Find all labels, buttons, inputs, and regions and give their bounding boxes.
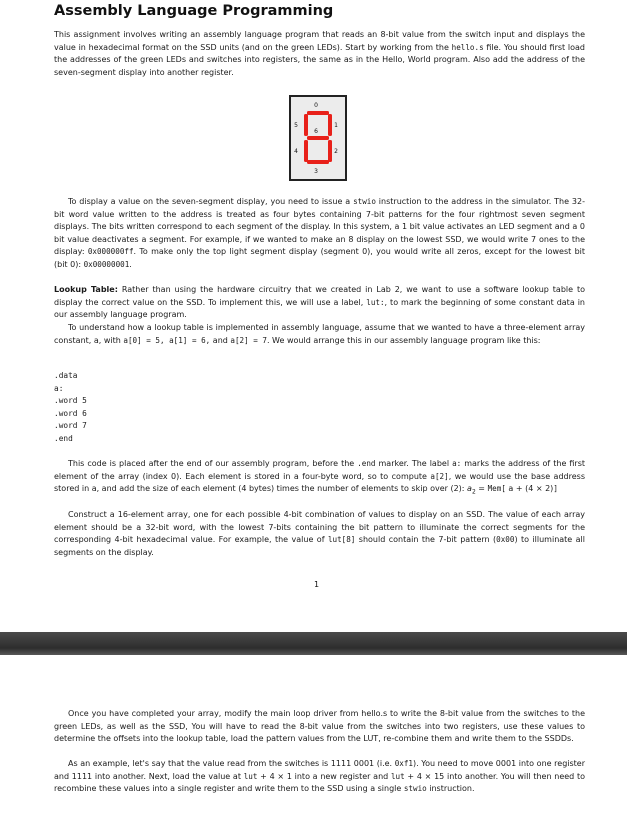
code-line: .word 5 [54,396,87,406]
text-run: instruction to the address in the simulator. The 32-bit word value written to the address is treated as four bytes containing 7-bit patterns for the four rightmost seven segment displays. The bits written correspond to each segment of the display. In this system, a 1 bit value activates an LED segment and a 0 bit value deactivates a segment. For example, if we wanted to make an 8 display on the lowest SSD, we would write 7 ones to the display: [54,197,586,256]
code-line: .end [54,433,73,443]
text-run: . To make only the top light segment display (segment 0), you would write all zeros, except for the lowest bit (bit 0): [54,247,586,269]
segment-3 [307,160,329,164]
segment-label-6: 6 [314,128,318,135]
segment-label-1: 1 [334,122,338,129]
segment-label-5: 5 [294,122,298,129]
code-hex-value: 0x000000ff [87,247,134,256]
segment-6 [307,136,329,140]
code-label: lut [243,771,258,781]
segment-4 [304,140,308,162]
assembly-code-block [54,370,87,446]
text-run: . We would arrange this in our assembly language program like this: [266,335,541,345]
segment-label-4: 4 [294,148,298,155]
seven-segment-diagram [291,97,345,179]
segment-2 [328,140,332,162]
text-run: marker. The label [375,459,453,468]
page-number: 1 [314,580,320,589]
page-separator [0,632,627,655]
array-example-paragraph [54,322,585,347]
code-line: a: [54,383,64,393]
binary-value: 0001 [495,759,517,768]
code-label: a: [452,459,462,468]
main-loop-paragraph [54,708,585,746]
bold-heading: Lookup Table: [54,285,118,294]
text-run: file. You should first load the addresses of the green LEDs and switches into registers, the same as in the Hello, World program. Also add the address of the seven-segment display into another register. [54,42,586,77]
text-run: ) to illuminate all segments on the display. [54,535,586,557]
array-addressing-paragraph [54,458,585,499]
seven-segment-figure [289,95,347,181]
text-run: Construct a 16-element array, one for each possible 4-bit combination of values to display on an SSD. The value of each array element should be a 32-bit word, with the lowest 7-bits containing the bit pattern to illuminate the correct segments for the corresponding 4-bit hexadecimal value. For example, the value of [54,510,585,544]
text-run: and [210,335,231,345]
segment-label-0: 0 [314,102,318,109]
switch-example-paragraph [54,758,585,796]
text-run: ). You need to move [412,759,496,768]
text-run: + 4 × 15 into another. You will then need to recombine these values into a single register and write them to the SSD using a single [54,771,586,793]
text-run: This code is placed after the end of our assembly program, before the [68,459,358,468]
ssd-explanation-paragraph [54,196,585,271]
text-run: marks the address of the first element of the array (index 0). Each element is stored in a four-byte word, so to compute [54,459,585,481]
code-bracket: ] [553,484,558,493]
text-run: into one register and 1111 into another. Next, load the value at [54,759,586,781]
segment-label-3: 3 [314,168,318,175]
text-run: = [475,484,488,493]
text-run: This assignment involves writing an assembly language program that reads an 8-bit value from the switch input and displays the value in hexadecimal format on the SSD units (and on the green LEDs). Start by working from the [54,30,585,52]
code-line: .word 6 [54,408,87,418]
code-array: a[2] = 7 [230,335,267,345]
code-mem: Mem[ [487,484,506,493]
math-expression: + 4 × 1 into a new register and [257,771,391,781]
segment-1 [328,114,332,136]
code-hex-value: 0x00000001 [83,259,130,269]
text-run: To display a value on the seven-segment display, you need to issue a [68,197,354,206]
text-run: Rather than using the hardware circuitry that we created in Lab 2, we want to use a software lookup table to display the correct value on the SSD. To implement this, we will use a label, [54,285,585,307]
code-array: lut[8] [327,535,356,544]
text-run: instruction. [426,784,475,793]
document-page-2 [0,655,627,837]
text-run: , we would use the base address stored in a, and add the size of each element (4 bytes) times the number of elements to skip over (2): [54,471,585,493]
code-instruction: stwio [353,197,376,206]
code-line: .data [54,371,78,380]
lookup-table-paragraph [54,284,585,322]
text-run: , to mark the beginning of some constant data in our assembly language program. [54,297,585,319]
code-label: lut: [366,297,385,307]
code-instruction: stwio [403,784,427,793]
code-line: .word 7 [54,421,87,431]
code-hex-value: 0xf1 [394,759,413,768]
binary-value: 1111 0001 [330,759,375,768]
text-run: Once you have completed your array, modify the main loop driver from hello.s to write the 8-bit value from the switches to the green LEDs, as well as the SSD, You will have to read the 8-bit value from the switches into two registers, use these values to determine the offsets into the lookup table, load the pattern values from the LUT, re-combine them and write them to the SSDDs. [54,709,585,743]
segment-5 [304,114,308,136]
segment-0 [307,111,329,115]
text-run: . [129,259,132,269]
text-run: should contain the 7-bit pattern ( [355,535,497,544]
code-filename: hello.s [451,42,484,52]
math-subscript: 2 [471,488,476,496]
text-run: To understand how a lookup table is implemented in assembly language, assume that we wanted to have a three-element array constant, a, with [54,323,585,345]
math-expression: a + (4 × 2) [505,484,554,493]
construct-array-paragraph [54,509,585,559]
code-directive: .end [357,459,376,468]
code-array: a[2] [430,471,449,481]
text-run: As an example, let's say that the value read from the switches is [68,759,331,768]
math-variable: a [467,484,472,493]
intro-paragraph [54,29,585,79]
segment-label-2: 2 [334,148,338,155]
code-label: lut [390,771,405,781]
page-title: Assembly Language Programming [54,3,334,19]
code-array: a[0] = 5, a[1] = 6, [123,335,211,345]
code-hex-value: 0x00 [496,535,515,544]
text-run: (i.e. [374,759,395,768]
